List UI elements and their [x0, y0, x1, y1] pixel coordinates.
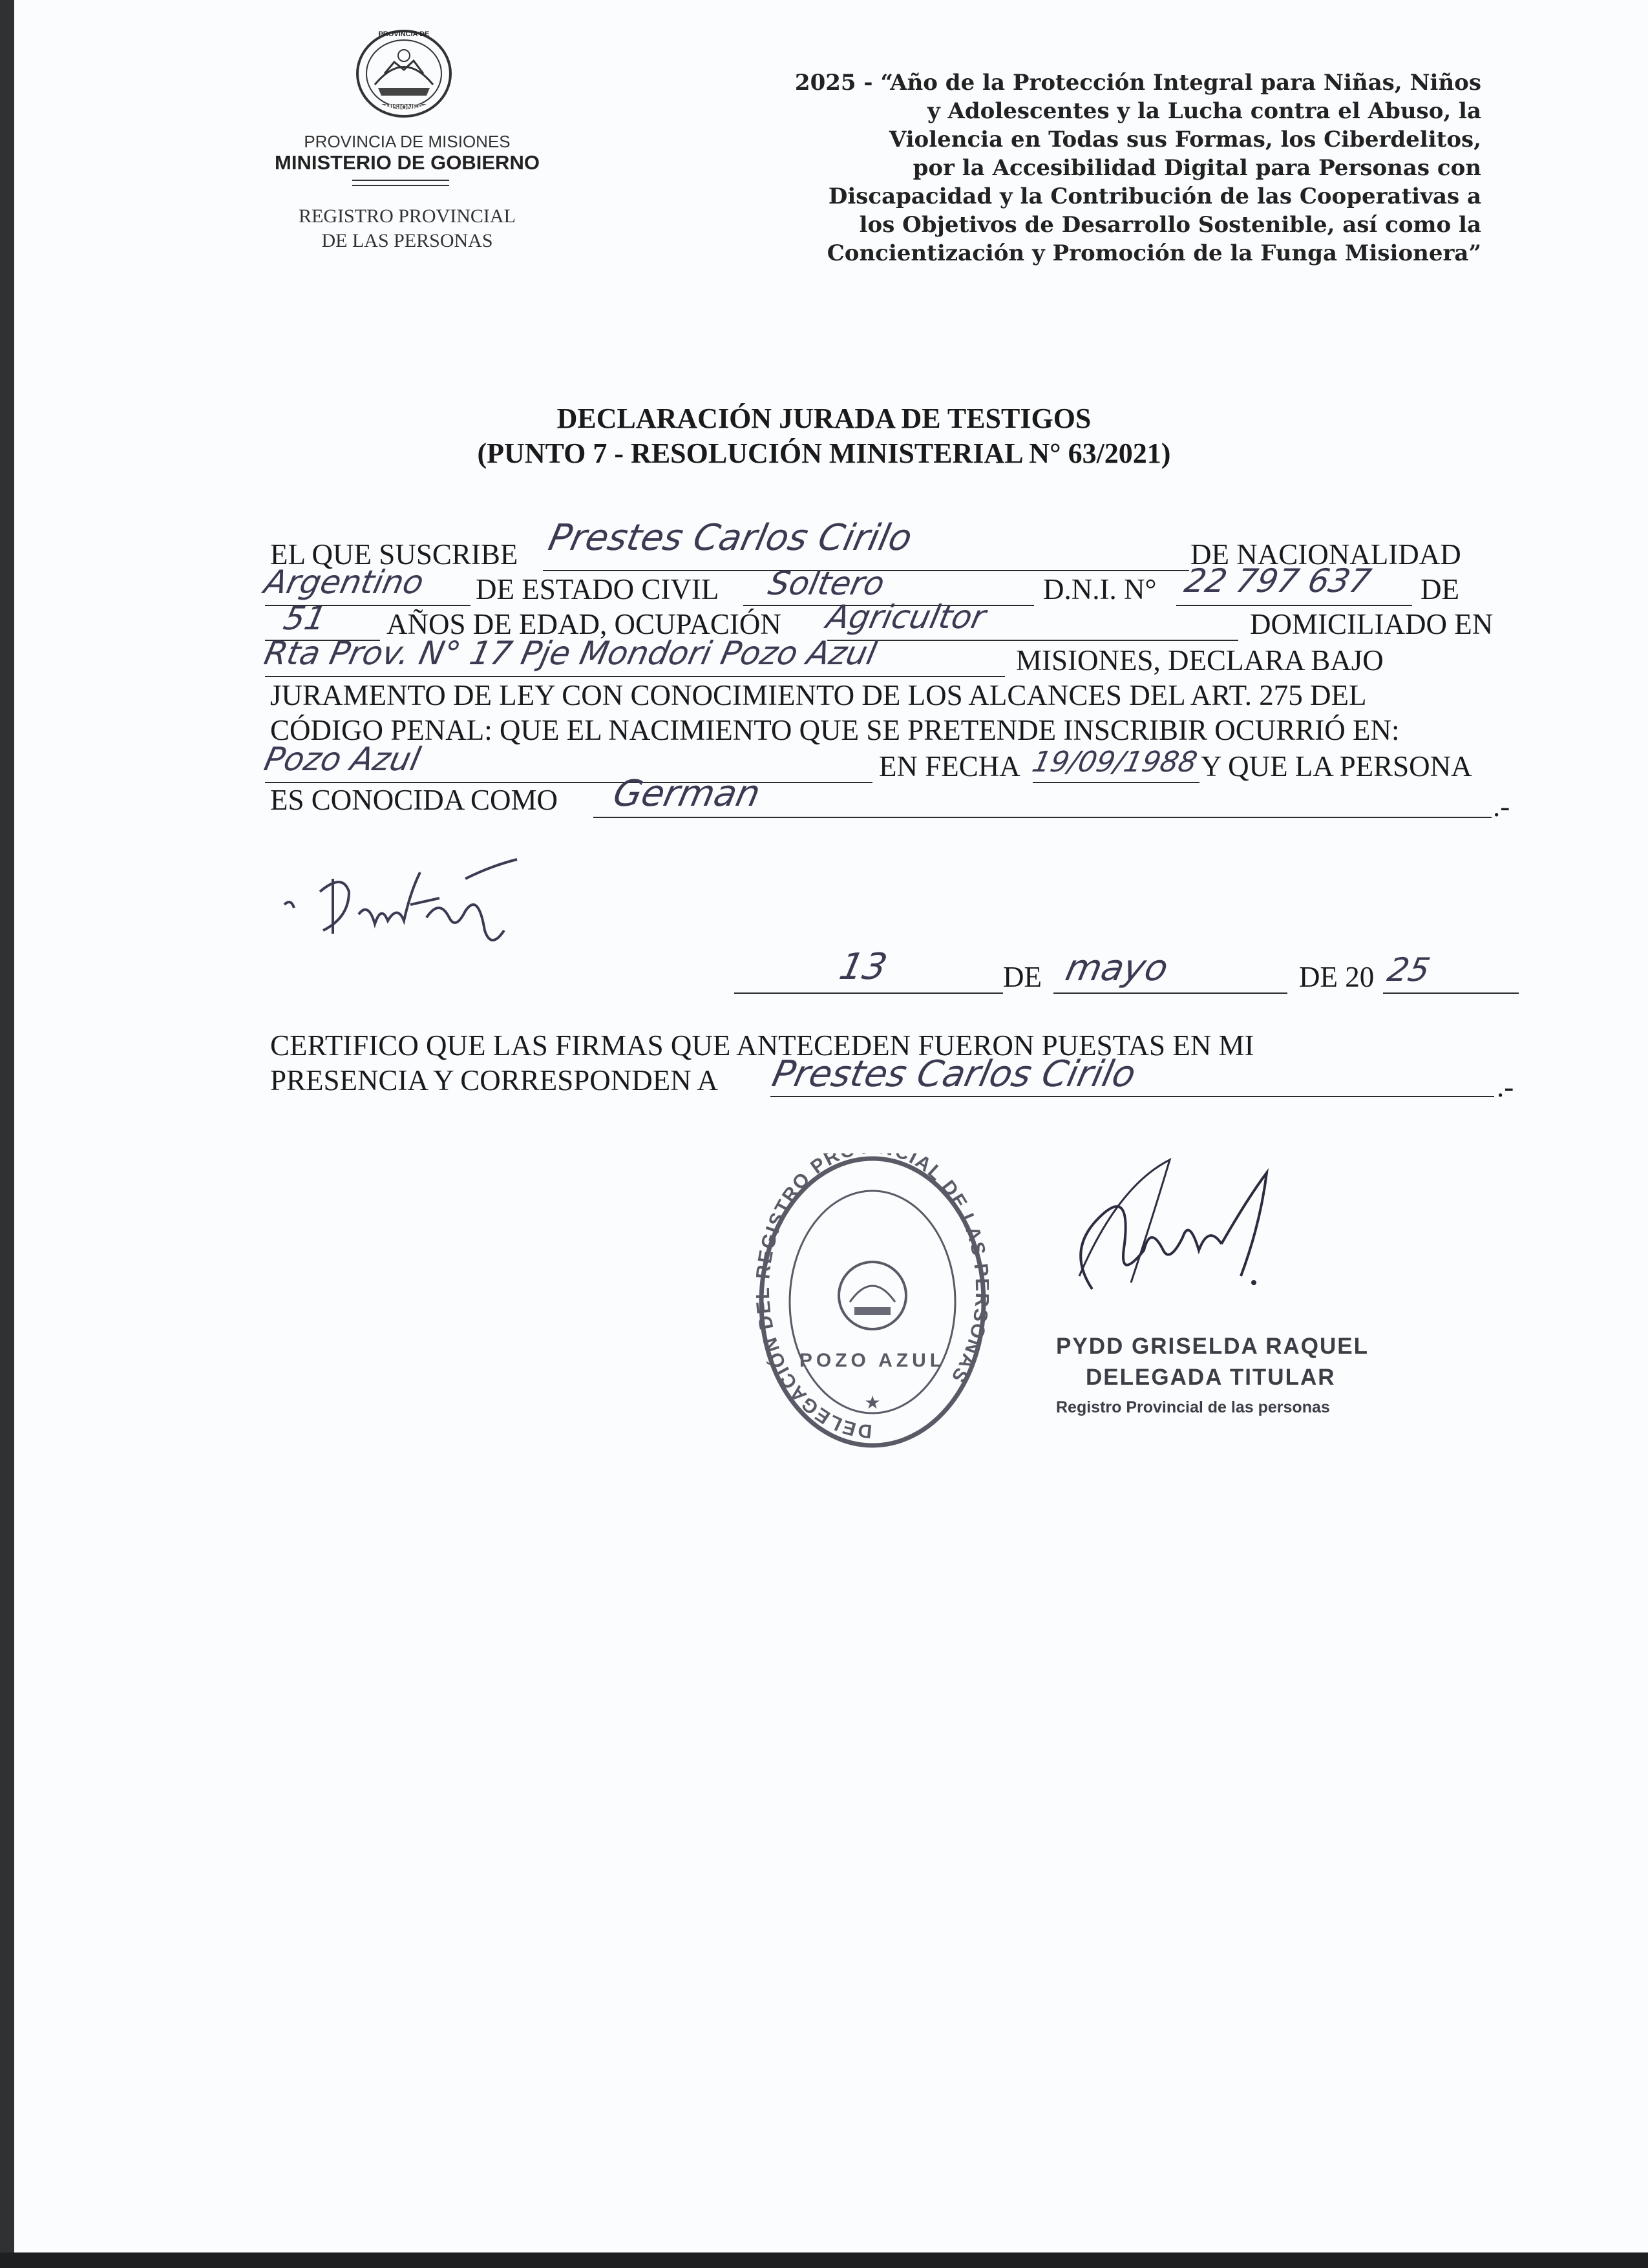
- text-codigo-penal: CÓDIGO PENAL: QUE EL NACIMIENTO QUE SE PRETENDE INSCRIBIR OCURRIÓ EN:: [270, 714, 1400, 746]
- scan-edge-bottom: [0, 2252, 1648, 2268]
- label-dni: D.N.I. N°: [1043, 573, 1157, 605]
- header-rule: [352, 180, 449, 181]
- month-blank-line: [1053, 992, 1287, 994]
- handwritten-day: 13: [836, 946, 891, 988]
- motto-line: por la Accesibilidad Digital para Personas con: [913, 155, 1481, 181]
- motto-line: los Objetivos de Desarrollo Sostenible, así como la: [859, 212, 1481, 238]
- label-misiones-declara: MISIONES, DECLARA BAJO: [1016, 644, 1384, 677]
- ministry-label: MINISTERIO DE GOBIERNO: [275, 151, 540, 174]
- label-date-de-20: DE 20: [1299, 961, 1375, 993]
- handwritten-nationality: Argentino: [260, 563, 427, 601]
- handwritten-known-as: German: [609, 773, 765, 815]
- header-rule: [352, 185, 449, 186]
- official-role: DELEGADA TITULAR: [1086, 1365, 1336, 1390]
- document-page: [14, 0, 1648, 2252]
- official-name: PYDD GRISELDA RAQUEL: [1056, 1334, 1369, 1359]
- handwritten-dni: 22 797 637: [1181, 562, 1375, 600]
- handwritten-birth-date: 19/09/1988: [1029, 746, 1201, 779]
- stamp-star-icon: ★: [864, 1393, 881, 1413]
- label-en-fecha: EN FECHA: [879, 750, 1020, 782]
- label-es-conocida-como: ES CONOCIDA COMO: [270, 784, 558, 816]
- label-de: DE: [1421, 573, 1459, 605]
- dni-blank-line: [1176, 605, 1412, 606]
- handwritten-month: mayo: [1062, 947, 1172, 989]
- occupation-blank-line: [827, 640, 1238, 641]
- motto-line: Discapacidad y la Contribución de las Cooperativas a: [828, 184, 1481, 209]
- province-label: PROVINCIA DE MISIONES: [304, 132, 511, 151]
- document-title: DECLARACIÓN JURADA DE TESTIGOS: [556, 403, 1092, 434]
- official-stamp: [756, 1153, 989, 1451]
- motto-line: 2025 - “Año de la Protección Integral para Niñas, Niños: [794, 70, 1481, 96]
- handwritten-name: Prestes Carlos Cirilo: [545, 517, 916, 559]
- crest-text-top: PROVINCIA DE: [378, 30, 430, 38]
- day-blank-line: [734, 992, 1003, 994]
- official-signature: [1053, 1147, 1293, 1308]
- label-date-de: DE: [1003, 961, 1042, 993]
- label-y-que-la-persona: Y QUE LA PERSONA: [1201, 750, 1472, 782]
- text-certifico-line-1: CERTIFICO QUE LAS FIRMAS QUE ANTECEDEN FUERON PUESTAS EN MI: [270, 1029, 1254, 1062]
- label-anos-ocupacion: AÑOS DE EDAD, OCUPACIÓN: [386, 608, 781, 640]
- certified-name-blank-line: [770, 1096, 1494, 1097]
- official-office: Registro Provincial de las personas: [1056, 1398, 1330, 1416]
- handwritten-age: 51: [280, 600, 330, 637]
- year-blank-line: [1383, 992, 1519, 994]
- end-mark: .-: [1493, 790, 1510, 823]
- registry-line-1: REGISTRO PROVINCIAL: [299, 205, 516, 227]
- registry-line-2: DE LAS PERSONAS: [321, 230, 493, 251]
- crest-text-bottom: MISIONES: [385, 103, 423, 112]
- birth-date-blank-line: [1033, 782, 1199, 783]
- handwritten-address: Rta Prov. N° 17 Pje Mondori Pozo Azul: [260, 635, 880, 672]
- handwritten-civil-status: Soltero: [765, 565, 888, 602]
- year-motto: [666, 68, 1481, 268]
- stamp-ring-text: DELEGACIÓN D EGISTRO PR IAL DE LAS ONAS: [756, 1153, 989, 1442]
- scan-edge-left: [0, 0, 14, 2268]
- text-juramento: JURAMENTO DE LEY CON CONOCIMIENTO DE LOS ALCANCES DEL ART. 275 DEL: [270, 679, 1367, 711]
- province-crest-logo: [349, 23, 459, 120]
- handwritten-birth-place: Pozo Azul: [260, 740, 424, 778]
- handwritten-occupation: Agricultor: [823, 598, 989, 636]
- label-estado-civil: DE ESTADO CIVIL: [476, 573, 719, 605]
- document-subtitle: (PUNTO 7 - RESOLUCIÓN MINISTERIAL N° 63/2021): [477, 437, 1171, 469]
- known-as-blank-line: [593, 817, 1492, 818]
- motto-line: Violencia en Todas sus Formas, los Ciberdelitos,: [889, 127, 1481, 152]
- address-blank-line: [265, 676, 1005, 677]
- label-de-nacionalidad: DE NACIONALIDAD: [1190, 538, 1461, 571]
- motto-line: y Adolescentes y la Lucha contra el Abuso, la: [927, 98, 1481, 124]
- handwritten-certified-name: Prestes Carlos Cirilo: [768, 1053, 1140, 1095]
- certifico-end-mark: .-: [1497, 1071, 1514, 1103]
- label-domiciliado-en: DOMICILIADO EN: [1250, 608, 1494, 640]
- label-el-que-suscribe: EL QUE SUSCRIBE: [270, 538, 518, 571]
- text-certifico-line-2: PRESENCIA Y CORRESPONDEN A: [270, 1064, 719, 1097]
- handwritten-year: 25: [1384, 951, 1433, 989]
- witness-signature: [271, 853, 569, 969]
- motto-line: Concientización y Promoción de la Funga Misionera”: [827, 240, 1481, 266]
- stamp-center-text: POZO AZUL: [799, 1350, 946, 1371]
